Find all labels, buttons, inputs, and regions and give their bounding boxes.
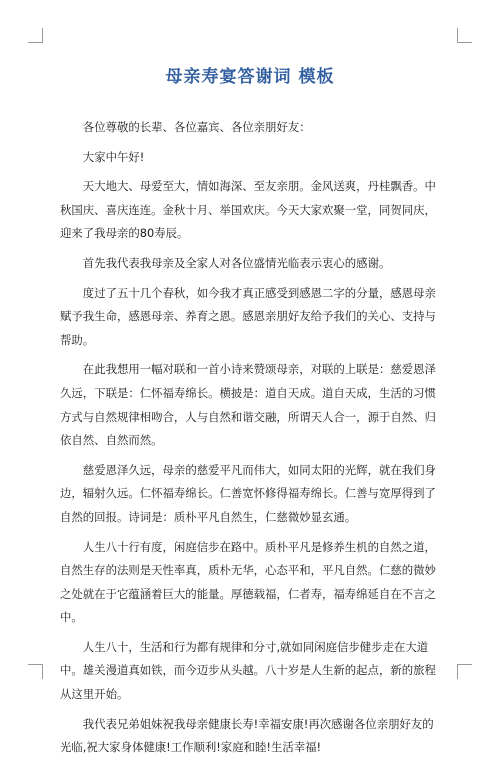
page-corner-mark-top-left [28,28,43,43]
paragraph-closing: 我代表兄弟姐妹祝我母亲健康长寿!幸福安康!再次感谢各位亲朋好友的光临,祝大家身体健康!工作顺利!家庭和睦!生活幸福! [60,716,434,755]
paragraph: 天大地大、母爱至大，情如海深、至友亲朋。金风送爽，丹桂飘香。中秋国庆、喜庆连连。金秋十月、举国欢庆。今天大家欢聚一堂，同贺同庆，迎来了我母亲的80寿辰。 [60,179,436,241]
page-corner-mark-bottom-right [457,664,472,679]
paragraph: 人生八十，生活和行为都有规律和分寸,就如同闲庭信步健步走在大道中。雄关漫道真如铁，而今迈步从头越。八十岁是人生新的起点，新的旅程从这里开始。 [60,639,436,702]
page-corner-mark-bottom-left [28,664,43,679]
document-body [60,116,440,766]
paragraph: 在此我想用一幅对联和一首小诗来赞颂母亲，对联的上联是：慈爱恩泽久远，下联是：仁怀福寿绵长。横披是：道自天成。道自天成，生活的习惯方式与自然规律相吻合，人与自然和谐交融，所谓天人合一，源于自然、归依自然、自然而然。 [60,362,436,448]
paragraph: 人生八十行有度，闲庭信步在路中。质朴平凡是修养生机的自然之道，自然生存的法则是天性率真，质朴无华，心态平和，平凡自然。仁慈的微妙之处就在于它蕴涵着巨大的能量。厚德载福，仁者寿，福寿绵延自在不言之中。 [60,539,436,625]
paragraph-hello: 大家中午好! [82,149,145,164]
page-corner-mark-top-right [457,28,472,43]
document-title: 母亲寿宴答谢词 模板 [165,67,335,87]
paragraph: 首先我代表我母亲及全家人对各位盛情光临表示衷心的感谢。 [82,255,391,270]
paragraph-greeting: 各位尊敬的长辈、各位嘉宾、各位亲朋好友： [82,120,311,134]
paragraph: 慈爱恩泽久远，母亲的慈爱平凡而伟大，如同太阳的光辉，就在我们身边，辐射久远。仁怀福寿绵长。仁善宽怀修得福寿绵长。仁善与宽厚得到了自然的回报。诗词是：质朴平凡自然生，仁慈微妙显玄通。 [60,462,436,524]
paragraph: 度过了五十几个春秋，如今我才真正感受到感恩二字的分量，感恩母亲赋予我生命，感恩母亲、养育之恩。感恩亲朋好友给予我们的关心、支持与帮助。 [60,285,436,347]
